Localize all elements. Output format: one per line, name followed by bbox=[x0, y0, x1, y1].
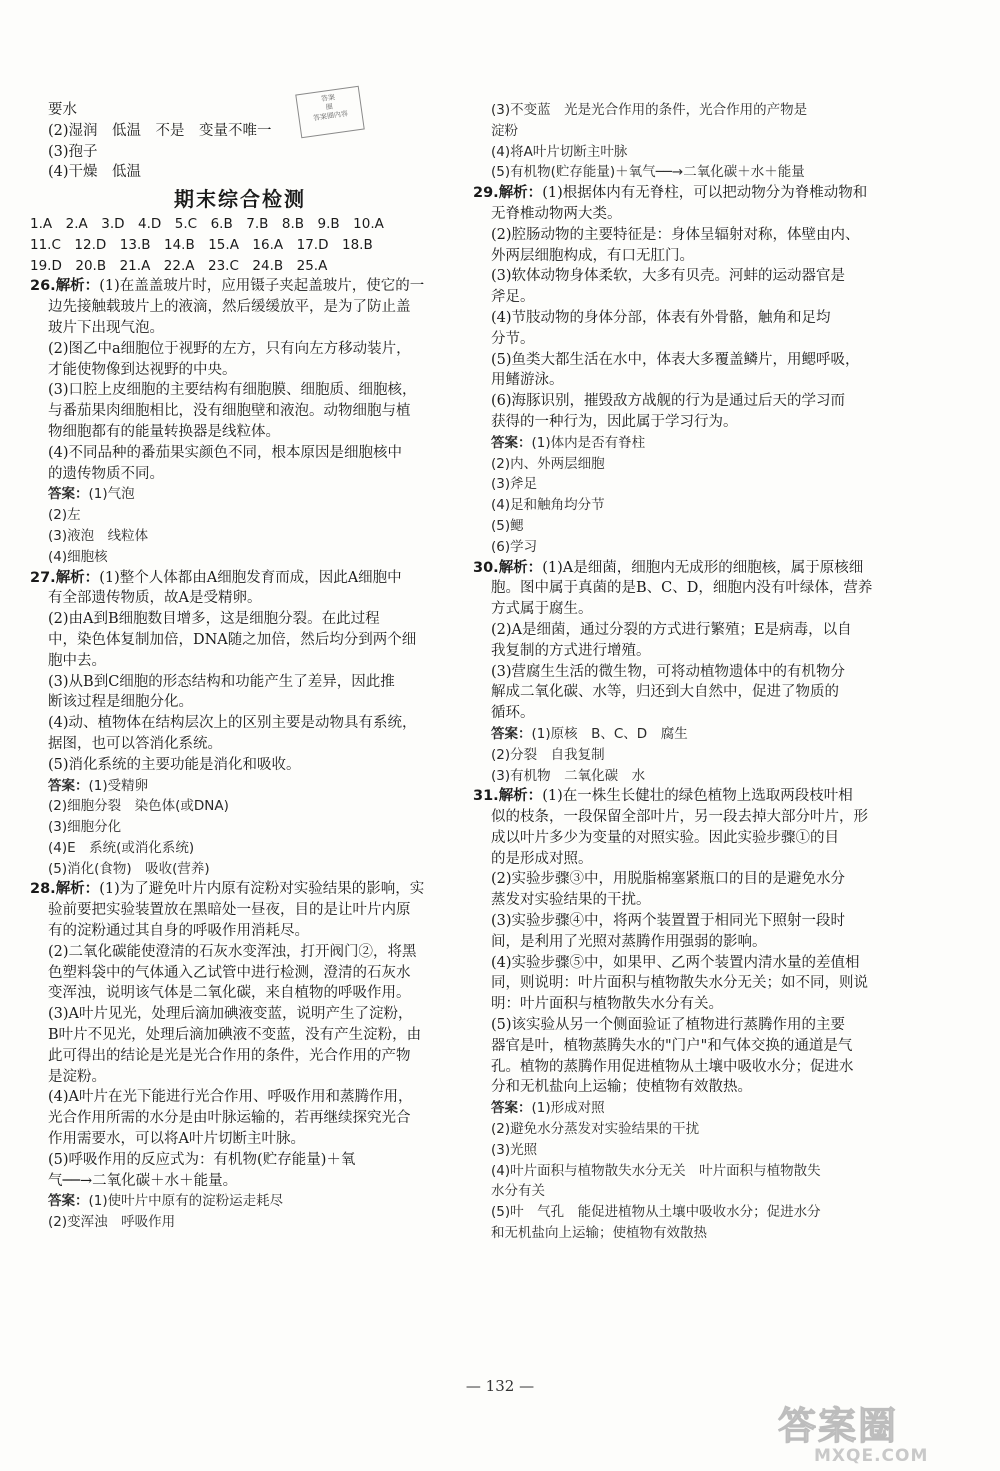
answer-line bbox=[473, 724, 893, 745]
answer-line bbox=[30, 776, 450, 797]
analysis-text: 据图，也可以答消化系统。 bbox=[48, 735, 222, 752]
analysis-text: 似的枝条，一段保留全部叶片，另一段去掉大部分叶片，形 bbox=[491, 809, 868, 826]
answer-line bbox=[473, 766, 893, 787]
analysis-line bbox=[473, 973, 893, 994]
answer-text: (6)学习 bbox=[491, 538, 538, 555]
answer-line bbox=[473, 537, 893, 558]
analysis-line bbox=[30, 1067, 450, 1088]
analysis-text: 的遗传物质不同。 bbox=[48, 465, 164, 482]
answer-text: 水分有关 bbox=[491, 1183, 545, 1200]
analysis-text: (3)软体动物身体柔软，大多有贝壳。河蚌的运动器官是 bbox=[491, 268, 846, 285]
analysis-line bbox=[473, 266, 893, 287]
analysis-line bbox=[473, 890, 893, 911]
right-column bbox=[473, 100, 893, 1244]
analysis-line bbox=[30, 1129, 450, 1150]
analysis-text: B叶片不见光，处理后滴加碘液不变蓝，没有产生淀粉，由 bbox=[48, 1027, 422, 1044]
answer-line: (3)不变蓝 光是光合作用的条件，光合作用的产物是 bbox=[491, 102, 808, 118]
analysis-line bbox=[473, 703, 893, 724]
answer-line bbox=[473, 1223, 893, 1244]
analysis-text: 边先接触载玻片上的液滴，然后缓缓放平，是为了防止盖 bbox=[48, 299, 411, 316]
analysis-line bbox=[473, 662, 893, 683]
analysis-line bbox=[30, 1046, 450, 1067]
analysis-text: 无脊椎动物两大类。 bbox=[491, 205, 622, 222]
analysis-line bbox=[30, 1171, 450, 1192]
stamp-line: 答案圈内容 bbox=[312, 109, 349, 123]
analysis-line bbox=[30, 942, 450, 963]
analysis-text: 与番茄果肉细胞相比，没有细胞壁和液泡。动物细胞与植 bbox=[48, 403, 411, 420]
question-number: 30. bbox=[473, 559, 499, 576]
answer-text: (1)原核 B、C、D 腐生 bbox=[531, 725, 688, 742]
answer-text: (2)左 bbox=[48, 507, 81, 524]
analysis-line bbox=[30, 692, 450, 713]
answer-text: (2)细胞分裂 染色体(或DNA) bbox=[48, 798, 229, 815]
answer-text: (5)叶 气孔 能促进植物从土壤中吸收水分；促进水分 bbox=[491, 1204, 821, 1221]
answer-line bbox=[30, 1212, 450, 1233]
choice-answers-line: 11.C 12.D 13.B 14.B 15.A 16.A 17.D 18.B bbox=[30, 236, 373, 253]
question-number: 31. bbox=[473, 788, 499, 805]
analysis-line bbox=[30, 297, 450, 318]
answer-line bbox=[30, 859, 450, 880]
analysis-text: (3)从B到C细胞的形态结构和功能产生了差异，因此推 bbox=[48, 673, 395, 690]
answer-line bbox=[30, 796, 450, 817]
analysis-label: 解析： bbox=[498, 788, 543, 805]
page-number: — 132 — bbox=[465, 1377, 535, 1395]
answer-text: (1)使叶片中原有的淀粉运走耗尽 bbox=[88, 1193, 284, 1210]
analysis-text: (4)动、植物体在结构层次上的区别主要是动物具有系统， bbox=[48, 715, 417, 732]
analysis-text: 才能使物像到达视野的中央。 bbox=[48, 361, 237, 378]
analysis-line bbox=[473, 1077, 893, 1098]
analysis-line bbox=[30, 1087, 450, 1108]
answer-line bbox=[473, 1119, 893, 1140]
analysis-line bbox=[473, 620, 893, 641]
answer-text: (3)斧足 bbox=[491, 476, 538, 493]
analysis-line bbox=[473, 682, 893, 703]
analysis-text: 胞中去。 bbox=[48, 652, 106, 669]
answer-label: 答案： bbox=[491, 434, 532, 451]
answer-line bbox=[473, 745, 893, 766]
analysis-text: 作用需要水，可以将A叶片切断主叶脉。 bbox=[48, 1131, 305, 1148]
analysis-line bbox=[473, 558, 893, 579]
analysis-line bbox=[30, 963, 450, 984]
answer-text: (5)消化(食物) 吸收(营养) bbox=[48, 860, 210, 877]
analysis-label: 解析： bbox=[55, 881, 100, 898]
answer-line bbox=[473, 516, 893, 537]
analysis-line bbox=[473, 786, 893, 807]
analysis-text: (1)根据体内有无脊柱，可以把动物分为脊椎动物和 bbox=[542, 185, 868, 202]
answer-text: (5)鳃 bbox=[491, 517, 524, 534]
analysis-line bbox=[473, 869, 893, 890]
analysis-text: 斧足。 bbox=[491, 289, 535, 306]
answer-line bbox=[30, 817, 450, 838]
analysis-line bbox=[473, 807, 893, 828]
analysis-text: (2)实验步骤③中，用脱脂棉塞紧瓶口的目的是避免水分 bbox=[491, 871, 846, 888]
analysis-line bbox=[30, 1108, 450, 1129]
analysis-line bbox=[473, 994, 893, 1015]
answer-text: (4)叶片面积与植物散失水分无关 叶片面积与植物散失 bbox=[491, 1162, 821, 1179]
section-title: 期末综合检测 bbox=[174, 187, 306, 212]
analysis-line bbox=[30, 464, 450, 485]
answer-line bbox=[473, 1140, 893, 1161]
answer-line bbox=[473, 1181, 893, 1202]
analysis-text: 气──→二氧化碳＋水＋能量。 bbox=[48, 1172, 238, 1189]
analysis-line bbox=[30, 921, 450, 942]
analysis-line bbox=[30, 1025, 450, 1046]
analysis-text: 间，是利用了光照对蒸腾作用强弱的影响。 bbox=[491, 933, 767, 950]
analysis-line bbox=[30, 900, 450, 921]
question-number: 26. bbox=[30, 278, 56, 295]
analysis-text: 外两层细胞构成，有口无肛门。 bbox=[491, 247, 694, 264]
analysis-line bbox=[30, 983, 450, 1004]
answer-text: (2)内、外两层细胞 bbox=[491, 455, 605, 472]
answer-line bbox=[30, 484, 450, 505]
analysis-text: (5)呼吸作用的反应式为：有机物(贮存能量)＋氧 bbox=[48, 1151, 356, 1168]
choice-answers-line: 1.A 2.A 3.D 4.D 5.C 6.B 7.B 8.B 9.B 10.A bbox=[30, 215, 384, 232]
analysis-line bbox=[30, 1004, 450, 1025]
analysis-text: 我复制的方式进行增殖。 bbox=[491, 642, 651, 659]
answer-text: (2)避免水分蒸发对实验结果的干扰 bbox=[491, 1121, 700, 1138]
analysis-text: 有全部遗传物质，故A是受精卵。 bbox=[48, 590, 262, 607]
analysis-text: 用鳍游泳。 bbox=[491, 372, 564, 389]
analysis-text: 验前要把实验装置放在黑暗处一昼夜，目的是让叶片内原 bbox=[48, 902, 411, 919]
analysis-line bbox=[473, 204, 893, 225]
analysis-line bbox=[473, 849, 893, 870]
analysis-line bbox=[30, 401, 450, 422]
analysis-text: 的是形成对照。 bbox=[491, 850, 593, 867]
analysis-line bbox=[473, 287, 893, 308]
analysis-text: (2)二氧化碳能使澄清的石灰水变浑浊，打开阀门②，将黑 bbox=[48, 943, 417, 960]
analysis-text: 方式属于腐生。 bbox=[491, 601, 593, 618]
answer-line bbox=[473, 1161, 893, 1182]
analysis-line bbox=[473, 391, 893, 412]
analysis-text: (3)营腐生生活的微生物，可将动植物遗体中的有机物分 bbox=[491, 663, 846, 680]
answer-line: (3)孢子 bbox=[48, 143, 98, 160]
choice-answers-line: 19.D 20.B 21.A 22.A 23.C 24.B 25.A bbox=[30, 257, 328, 274]
analysis-text: 断该过程是细胞分化。 bbox=[48, 694, 193, 711]
answer-text: (1)体内是否有脊柱 bbox=[531, 434, 646, 451]
analysis-line bbox=[30, 318, 450, 339]
answer-line: (4)将A叶片切断主叶脉 bbox=[491, 143, 628, 160]
answer-text: (1)气泡 bbox=[88, 486, 135, 503]
question-number: 28. bbox=[30, 881, 56, 898]
analysis-line bbox=[30, 360, 450, 381]
stamp-line: 圈 bbox=[325, 102, 334, 112]
analysis-text: (1)整个人体都由A细胞发育而成，因此A细胞中 bbox=[99, 569, 402, 586]
answer-line bbox=[473, 454, 893, 475]
analysis-line bbox=[30, 588, 450, 609]
analysis-text: (5)该实验从另一个侧面验证了植物进行蒸腾作用的主要 bbox=[491, 1017, 846, 1034]
analysis-text: (3)口腔上皮细胞的主要结构有细胞膜、细胞质、细胞核， bbox=[48, 382, 417, 399]
analysis-line bbox=[473, 412, 893, 433]
answer-text: (4)细胞核 bbox=[48, 548, 108, 565]
analysis-line bbox=[473, 350, 893, 371]
analysis-text: 此可得出的结论是光是光合作用的条件，光合作用的产物 bbox=[48, 1047, 411, 1064]
answer-line bbox=[473, 495, 893, 516]
analysis-text: (3)实验步骤④中，将两个装置置于相同光下照射一段时 bbox=[491, 913, 846, 930]
analysis-line bbox=[30, 879, 450, 900]
analysis-line bbox=[473, 1015, 893, 1036]
analysis-text: (1)A是细菌，细胞内无成形的细胞核，属于原核细 bbox=[542, 559, 864, 576]
answer-line: (2)湿润 低温 不是 变量不唯一 bbox=[48, 122, 272, 139]
answer-text: (1)形成对照 bbox=[531, 1100, 605, 1117]
analysis-text: 有的淀粉通过其自身的呼吸作用消耗尽。 bbox=[48, 923, 309, 940]
analysis-line bbox=[473, 911, 893, 932]
analysis-line bbox=[473, 183, 893, 204]
analysis-text: 物细胞都有的能量转换器是线粒体。 bbox=[48, 423, 280, 440]
answer-line bbox=[30, 547, 450, 568]
answer-line: 要水 bbox=[48, 102, 77, 118]
answer-text: (3)细胞分化 bbox=[48, 819, 122, 836]
left-column bbox=[30, 100, 450, 1233]
analysis-line bbox=[30, 630, 450, 651]
analysis-text: 器官是叶，植物蒸腾失水的"门户"和气体交换的通道是气 bbox=[491, 1037, 853, 1054]
answer-line bbox=[30, 1191, 450, 1212]
analysis-text: 分节。 bbox=[491, 330, 535, 347]
analysis-text: (4)不同品种的番茄果实颜色不同，根本原因是细胞核中 bbox=[48, 444, 403, 461]
analysis-line bbox=[30, 734, 450, 755]
answer-text: (3)有机物 二氧化碳 水 bbox=[491, 767, 646, 784]
analysis-line bbox=[473, 578, 893, 599]
analysis-text: 是淀粉。 bbox=[48, 1068, 106, 1085]
analysis-line bbox=[473, 599, 893, 620]
question-number: 27. bbox=[30, 569, 56, 586]
analysis-text: (4)A叶片在光下能进行光合作用、呼吸作用和蒸腾作用， bbox=[48, 1089, 413, 1106]
analysis-text: 色塑料袋中的气体通入乙试管中进行检测，澄清的石灰水 bbox=[48, 964, 411, 981]
analysis-label: 解析： bbox=[55, 569, 100, 586]
analysis-text: (2)腔肠动物的主要特征是：身体呈辐射对称，体壁由内、 bbox=[491, 226, 860, 243]
answer-line bbox=[30, 838, 450, 859]
analysis-text: (1)在一株生长健壮的绿色植物上选取两段枝叶相 bbox=[542, 788, 853, 805]
analysis-line bbox=[473, 225, 893, 246]
analysis-text: (5)消化系统的主要功能是消化和吸收。 bbox=[48, 756, 301, 773]
analysis-text: 中，染色体复制加倍，DNA随之加倍，然后均分到两个细 bbox=[48, 631, 417, 648]
analysis-text: (2)A是细菌，通过分裂的方式进行繁殖；E是病毒，以自 bbox=[491, 621, 852, 638]
answer-text: (2)变浑浊 呼吸作用 bbox=[48, 1214, 176, 1231]
analysis-line bbox=[473, 1036, 893, 1057]
answer-label: 答案： bbox=[491, 1100, 532, 1117]
analysis-line bbox=[473, 953, 893, 974]
analysis-line bbox=[30, 713, 450, 734]
analysis-line bbox=[30, 443, 450, 464]
analysis-text: 循环。 bbox=[491, 705, 535, 722]
answer-text: (4)足和触角均分节 bbox=[491, 497, 605, 514]
analysis-line bbox=[30, 339, 450, 360]
analysis-line bbox=[30, 609, 450, 630]
analysis-line bbox=[30, 1150, 450, 1171]
watermark-site: MXQE.COM bbox=[814, 1446, 929, 1466]
stamp-line: 答案 bbox=[320, 93, 336, 104]
analysis-line bbox=[473, 828, 893, 849]
analysis-text: (6)海豚识别，摧毁敌方战舰的行为是通过后天的学习而 bbox=[491, 393, 846, 410]
answer-text: (1)受精卵 bbox=[88, 777, 149, 794]
analysis-line bbox=[473, 370, 893, 391]
answer-text: (3)光照 bbox=[491, 1141, 538, 1158]
answer-line: (4)干燥 低温 bbox=[48, 164, 142, 181]
analysis-text: 蒸发对实验结果的干扰。 bbox=[491, 892, 651, 909]
analysis-line bbox=[30, 276, 450, 297]
answer-text: 和无机盐向上运输；使植物有效散热 bbox=[491, 1225, 707, 1242]
answer-line bbox=[473, 433, 893, 454]
analysis-text: (4)实验步骤⑤中，如果甲、乙两个装置内清水量的差值相 bbox=[491, 954, 860, 971]
analysis-line bbox=[473, 641, 893, 662]
analysis-line bbox=[30, 755, 450, 776]
answer-text: (3)液泡 线粒体 bbox=[48, 527, 149, 544]
analysis-text: 孔。植物的蒸腾作用促进植物从土壤中吸收水分；促进水 bbox=[491, 1058, 854, 1075]
analysis-text: 获得的一种行为，因此属于学习行为。 bbox=[491, 413, 738, 430]
watermark-logo bbox=[778, 1395, 978, 1465]
analysis-line bbox=[30, 672, 450, 693]
analysis-line bbox=[30, 651, 450, 672]
analysis-text: (5)鱼类大都生活在水中，体表大多覆盖鳞片，用鳃呼吸， bbox=[491, 351, 860, 368]
analysis-label: 解析： bbox=[498, 185, 543, 202]
analysis-text: 成以叶片多少为变量的对照实验。因此实验步骤①的目 bbox=[491, 829, 839, 846]
analysis-text: (3)A叶片见光，处理后滴加碘液变蓝，说明产生了淀粉， bbox=[48, 1006, 413, 1023]
answer-line bbox=[473, 474, 893, 495]
analysis-text: (4)节肢动物的身体分部，体表有外骨骼，触角和足均 bbox=[491, 309, 831, 326]
analysis-line bbox=[30, 568, 450, 589]
analysis-label: 解析： bbox=[55, 278, 100, 295]
analysis-text: 解成二氧化碳、水等，归还到大自然中，促进了物质的 bbox=[491, 684, 839, 701]
analysis-line bbox=[473, 329, 893, 350]
analysis-text: (2)由A到B细胞数目增多，这是细胞分裂。在此过程 bbox=[48, 611, 380, 628]
analysis-text: 光合作用所需的水分是由叶脉运输的，若再继续探究光合 bbox=[48, 1110, 411, 1127]
analysis-line bbox=[30, 422, 450, 443]
analysis-line bbox=[473, 308, 893, 329]
answer-label: 答案： bbox=[48, 486, 89, 503]
answer-label: 答案： bbox=[491, 725, 532, 742]
analysis-text: (1)在盖盖玻片时，应用镊子夹起盖玻片，使它的一 bbox=[99, 278, 425, 295]
analysis-text: 分和无机盐向上运输；使植物有效散热。 bbox=[491, 1079, 752, 1096]
analysis-text: 明：叶片面积与植物散失水分有关。 bbox=[491, 996, 723, 1013]
answer-text: (4)E 系统(或消化系统) bbox=[48, 839, 195, 856]
analysis-line bbox=[473, 1057, 893, 1078]
analysis-line bbox=[473, 932, 893, 953]
analysis-text: (1)为了避免叶片内原有淀粉对实验结果的影响，实 bbox=[99, 881, 425, 898]
watermark-text: 答案圈 bbox=[778, 1404, 899, 1448]
answer-line bbox=[473, 1202, 893, 1223]
answer-text: (2)分裂 自我复制 bbox=[491, 746, 605, 763]
answer-line bbox=[30, 505, 450, 526]
analysis-line bbox=[473, 246, 893, 267]
analysis-text: 胞。图中属于真菌的是B、C、D，细胞内没有叶绿体，营养 bbox=[491, 580, 873, 597]
answer-label: 答案： bbox=[48, 777, 89, 794]
analysis-text: (2)图乙中a细胞位于视野的左方，只有向左方移动装片， bbox=[48, 340, 411, 357]
answer-line: (5)有机物(贮存能量)＋氧气──→二氧化碳＋水＋能量 bbox=[491, 164, 805, 181]
analysis-label: 解析： bbox=[498, 559, 543, 576]
analysis-line bbox=[30, 380, 450, 401]
analysis-text: 同，则说明：叶片面积与植物散失水分无关；如不同，则说 bbox=[491, 975, 868, 992]
analysis-text: 变浑浊，说明该气体是二氧化碳，来自植物的呼吸作用。 bbox=[48, 985, 411, 1002]
question-number: 29. bbox=[473, 185, 499, 202]
answer-label: 答案： bbox=[48, 1193, 89, 1210]
answer-line bbox=[30, 526, 450, 547]
answer-line bbox=[473, 1098, 893, 1119]
answer-line: 淀粉 bbox=[491, 122, 518, 139]
analysis-text: 玻片下出现气泡。 bbox=[48, 319, 164, 336]
